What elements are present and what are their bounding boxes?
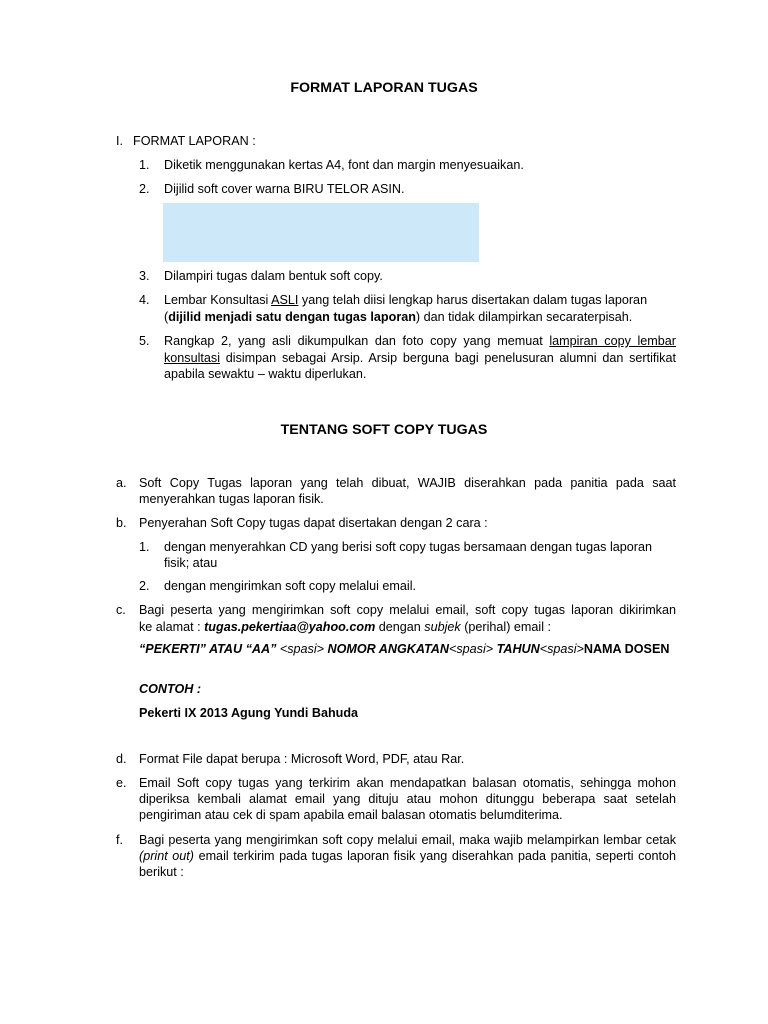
section-heading: FORMAT LAPORAN : xyxy=(133,134,256,148)
list-number: 2. xyxy=(139,579,150,593)
text-span: <spasi> xyxy=(539,642,584,656)
emphasis-konsultasi: konsultasi xyxy=(164,351,221,365)
section-marker: I. xyxy=(116,134,123,148)
text-span: ke alamat : xyxy=(139,620,205,634)
text-span: disimpan sebagai Arsip. Arsip berguna bagi penelusuran alumni dan sertifikat apabila sewaktu – waktu diperlukan. xyxy=(164,351,676,381)
list-number: 2. xyxy=(139,182,150,196)
list-item: dengan menyerahkan CD yang berisi soft copy tugas bersamaan dengan tugas laporan fisik; atau xyxy=(164,540,652,570)
text-span: yang telah diisi lengkap harus disertakan dalam tugas laporan xyxy=(298,293,648,307)
list-number: 3. xyxy=(139,269,150,283)
list-marker: f. xyxy=(116,833,123,847)
emphasis-dijilid: dijilid menjadi satu dengan tugas laporan xyxy=(168,310,416,324)
list-item: Format File dapat berupa : Microsoft Word, PDF, atau Rar. xyxy=(139,752,465,766)
list-item: Email Soft copy tugas yang terkirim akan mendapatkan balasan otomatis, sehingga mohon diperiksa kembali alamat email yang dituju atau mohon ditunggu beberapa saat setelah pengiriman atau cek di spam apabila email balasan otomatis belumditerima. xyxy=(139,776,676,822)
list-marker: a. xyxy=(116,476,127,490)
text-span: subjek xyxy=(424,620,461,634)
text-span: NOMOR ANGKATAN xyxy=(327,642,449,656)
list-item-line xyxy=(164,292,676,308)
list-marker: e. xyxy=(116,776,127,790)
list-item: Dilampiri tugas dalam bentuk soft copy. xyxy=(164,269,383,283)
example-value: Pekerti IX 2013 Agung Yundi Bahuda xyxy=(139,706,359,720)
text-span: dengan xyxy=(375,620,425,634)
section-title: TENTANG SOFT COPY TUGAS xyxy=(280,422,488,438)
document-title: FORMAT LAPORAN TUGAS xyxy=(290,80,478,96)
list-number: 1. xyxy=(139,158,150,172)
text-span: “PEKERTI” ATAU “AA” xyxy=(139,642,277,656)
list-item-line xyxy=(139,619,676,635)
text-span: Bagi peserta yang mengirimkan soft copy melalui email, maka wajib melampirkan lembar cetak xyxy=(139,833,676,847)
text-span: NAMA DOSEN xyxy=(583,642,670,656)
subject-format xyxy=(139,641,676,657)
color-swatch xyxy=(163,203,479,262)
text-span: (perihal) email : xyxy=(460,620,551,634)
list-number: 1. xyxy=(139,540,150,554)
text-span: <spasi> xyxy=(276,642,328,656)
list-item: Penyerahan Soft Copy tugas dapat disertakan dengan 2 cara : xyxy=(139,516,488,530)
text-span: <spasi> xyxy=(448,642,494,656)
text-span: ( xyxy=(164,310,169,324)
list-item-line xyxy=(164,350,676,382)
list-item xyxy=(139,832,676,880)
list-item: Soft Copy Tugas laporan yang telah dibuat, WAJIB diserahkan pada panitia pada saat menyerahkan tugas laporan fisik. xyxy=(139,476,676,506)
example-label: CONTOH : xyxy=(139,682,202,696)
email-address: tugas.pekertiaa@yahoo.com xyxy=(204,620,376,634)
emphasis-lampiran: lampiran copy lembar xyxy=(549,334,676,348)
list-marker: d. xyxy=(116,752,127,766)
list-item: Dijilid soft cover warna BIRU TELOR ASIN. xyxy=(164,182,405,196)
text-span: (print out) xyxy=(139,849,194,863)
text-span: ) dan tidak dilampirkan secaraterpisah. xyxy=(415,310,633,324)
text-span: TAHUN xyxy=(493,642,540,656)
list-number: 5. xyxy=(139,334,150,348)
emphasis-asli: ASLI xyxy=(271,293,299,307)
list-marker: c. xyxy=(116,603,126,617)
text-span: Rangkap 2, yang asli dikumpulkan dan foto copy yang memuat xyxy=(164,334,550,348)
list-item-line xyxy=(164,309,676,325)
list-number: 4. xyxy=(139,293,150,307)
list-item: Diketik menggunakan kertas A4, font dan margin menyesuaikan. xyxy=(164,158,524,172)
list-item: dengan mengirimkan soft copy melalui email. xyxy=(164,579,416,593)
list-item-line: Bagi peserta yang mengirimkan soft copy melalui email, soft copy tugas laporan dikirimkan xyxy=(139,603,676,617)
text-span: Lembar Konsultasi xyxy=(164,293,272,307)
list-marker: b. xyxy=(116,516,127,530)
text-span: email terkirim pada tugas laporan fisik yang diserahkan pada panitia, seperti contoh berikut : xyxy=(139,849,676,879)
list-item-line xyxy=(164,333,676,349)
